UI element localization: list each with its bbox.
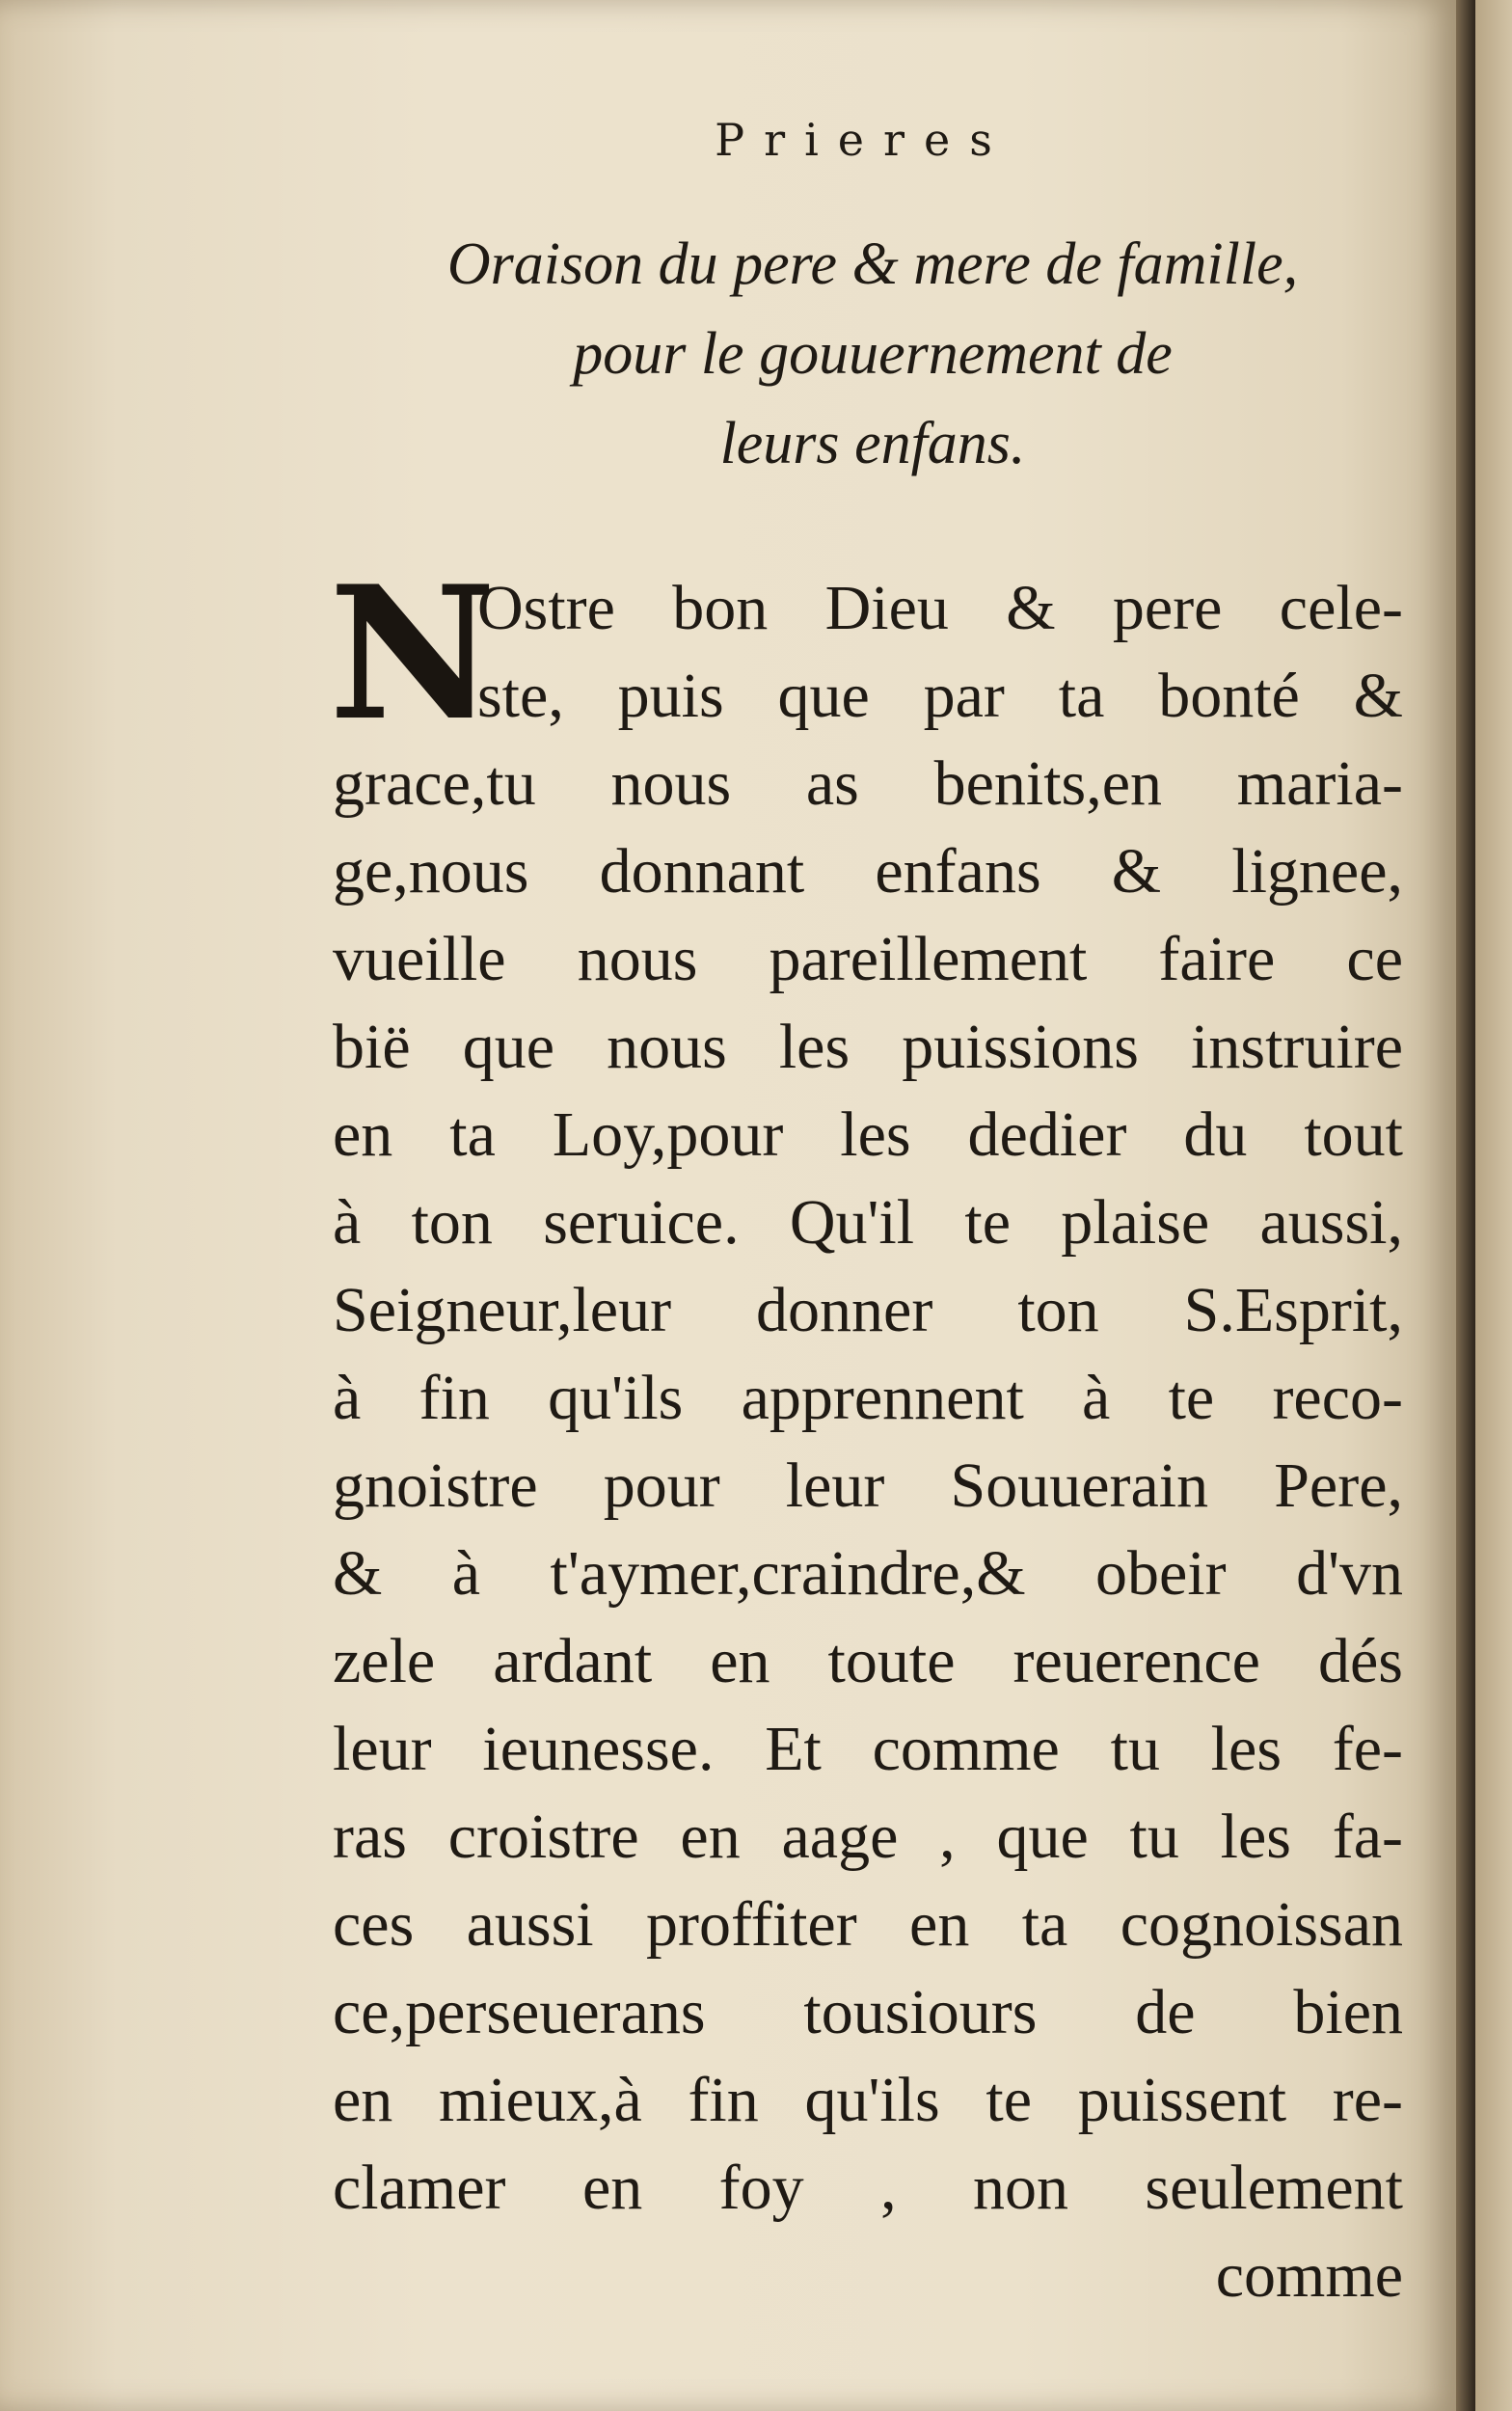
body-line: vueille nous pareillement faire ce	[333, 924, 1403, 994]
body-line: clamer en foy , non seulement	[333, 2153, 1403, 2223]
body-line: zele ardant en toute reuerence dés	[333, 1626, 1403, 1696]
running-head: Prieres	[715, 114, 1012, 166]
body-line: grace,tu nous as benits,en maria-	[333, 748, 1403, 819]
body-line: ce,perseuerans tousiours de bien	[333, 1977, 1403, 2047]
body-line: leur ieunesse. Et comme tu les fe-	[333, 1714, 1403, 1784]
body-line: & à t'aymer,craindre,& obeir d'vn	[333, 1538, 1403, 1609]
body-line: à ton seruice. Qu'il te plaise aussi,	[333, 1187, 1403, 1258]
body-line: Ostre bon Dieu & pere cele-	[477, 573, 1403, 643]
body-line: ste, puis que par ta bonté &	[477, 661, 1403, 731]
prayer-body	[329, 546, 1403, 2319]
drop-cap: N	[329, 546, 497, 761]
prayer-title	[318, 220, 1427, 489]
body-line: en ta Loy,pour les dedier du tout	[333, 1099, 1403, 1170]
body-line: ces aussi proffiter en ta cognoissan	[333, 1889, 1403, 1960]
title-line-1: Oraison du pere & mere de famille,	[446, 231, 1299, 297]
facing-page-edge	[1475, 0, 1512, 2411]
body-line: à fin qu'ils apprennent à te reco-	[333, 1363, 1403, 1433]
body-line: ras croistre en aage , que tu les fa-	[333, 1801, 1403, 1872]
body-line: gnoistre pour leur Souuerain Pere,	[333, 1450, 1403, 1521]
body-line: bië que nous les puissions instruire	[333, 1012, 1403, 1082]
body-line: Seigneur,leur donner ton S.Esprit,	[333, 1275, 1403, 1345]
catchword: comme	[1215, 2240, 1403, 2311]
body-line: ge,nous donnant enfans & lignee,	[333, 836, 1403, 907]
title-line-3: leurs enfans.	[719, 411, 1026, 476]
book-gutter	[1456, 0, 1475, 2411]
title-line-2: pour le gouuernement de	[573, 321, 1173, 387]
body-line: en mieux,à fin qu'ils te puissent re-	[333, 2065, 1403, 2135]
